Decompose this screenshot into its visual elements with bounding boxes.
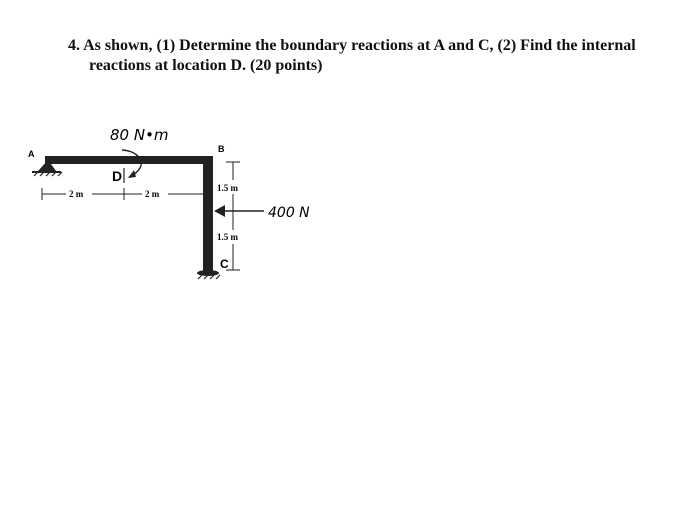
- problem-text-line-1: As shown, (1) Determine the boundary reactions at A and C, (2) Find the internal: [83, 37, 636, 54]
- lower-height-label: 1.5 m: [217, 232, 238, 242]
- point-c-label: C: [220, 257, 229, 271]
- force-arrow: [214, 205, 264, 217]
- fixed-support-c: [197, 270, 220, 279]
- vertical-dimension: [226, 162, 240, 270]
- horizontal-beam: [45, 156, 213, 164]
- point-a-label: A: [28, 149, 35, 159]
- problem-text-line-2: reactions at location D. (20 points): [89, 57, 323, 74]
- vertical-column: [203, 156, 213, 272]
- point-b-label: B: [218, 144, 225, 154]
- problem-number: 4.: [68, 37, 80, 54]
- force-label: 400 N: [268, 205, 310, 221]
- point-d-label: D: [112, 168, 123, 184]
- upper-height-label: 1.5 m: [217, 183, 238, 193]
- right-span-label: 2 m: [145, 189, 160, 199]
- moment-label: 80 N•m: [110, 126, 169, 144]
- horizontal-dimension: [42, 188, 208, 200]
- left-span-label: 2 m: [69, 189, 84, 199]
